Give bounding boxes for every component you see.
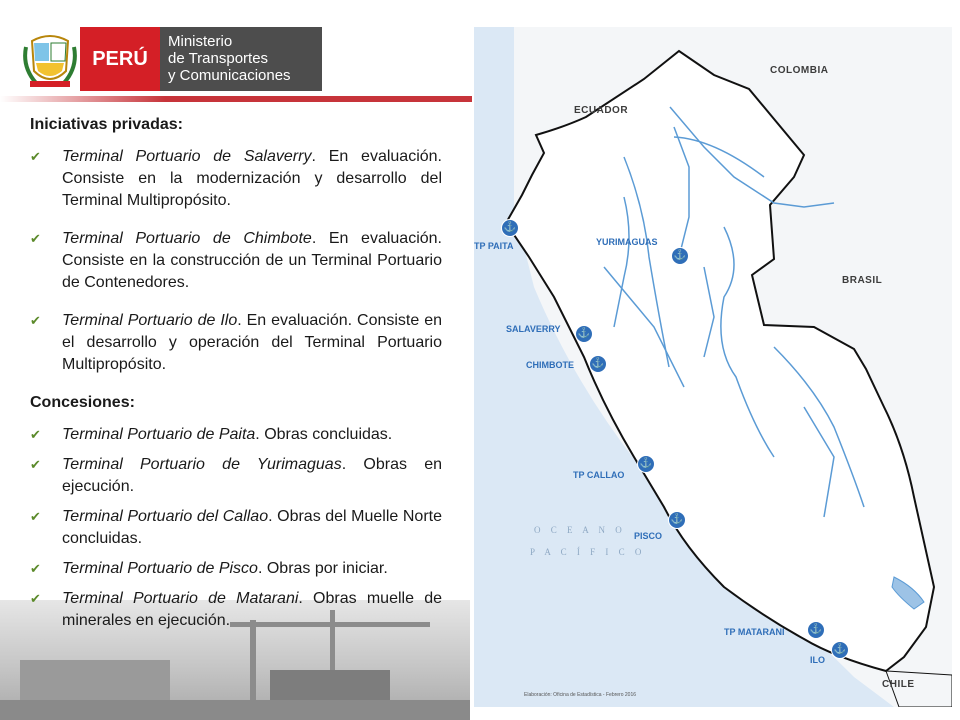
ministry-line: de Transportes <box>168 50 269 67</box>
checkmark-icon: ✔ <box>30 313 41 328</box>
port-label-yurimaguas: YURIMAGUAS <box>596 237 658 247</box>
port-name: Terminal Portuario de Paita <box>62 426 256 443</box>
ministry-header <box>22 27 322 91</box>
item-text: . En evaluación. Consiste en la modernización y desarrollo del Terminal Multipropósito. <box>62 148 442 209</box>
brand-label: PERÚ <box>92 47 148 70</box>
item-text: . Obras en ejecución. <box>62 456 442 495</box>
list-item <box>30 506 442 550</box>
anchor-icon[interactable]: ⚓ <box>668 511 686 529</box>
port-name: Terminal Portuario de Yurimaguas <box>62 456 342 473</box>
list-item <box>30 454 442 498</box>
anchor-icon[interactable]: ⚓ <box>501 219 519 237</box>
list-item <box>30 588 442 632</box>
anchor-icon[interactable]: ⚓ <box>671 247 689 265</box>
list-item <box>30 424 442 446</box>
port-label-chimbote: CHIMBOTE <box>526 360 574 370</box>
country-label-colombia: COLOMBIA <box>770 65 829 76</box>
map-credit: Elaboración: Oficina de Estadística - Febrero 2016 <box>524 692 637 698</box>
ministry-name-box <box>160 27 322 91</box>
anchor-icon[interactable]: ⚓ <box>637 455 655 473</box>
list-item <box>30 558 442 580</box>
port-name: Terminal Portuario de Salaverry <box>62 148 312 165</box>
checkmark-icon: ✔ <box>30 231 41 246</box>
item-text: . Obras muelle de minerales en ejecución. <box>62 590 442 629</box>
port-label-callao: TP CALLAO <box>573 470 625 480</box>
port-name: Terminal Portuario de Matarani <box>62 590 299 607</box>
port-name: Terminal Portuario de Ilo <box>62 312 238 329</box>
country-label-brasil: BRASIL <box>842 275 883 286</box>
checkmark-icon: ✔ <box>30 509 41 524</box>
peru-brand-box <box>80 27 160 91</box>
private-initiatives-title: Iniciativas privadas: <box>30 116 183 133</box>
checkmark-icon: ✔ <box>30 149 41 164</box>
item-text: . Obras del Muelle Norte concluidas. <box>62 508 443 547</box>
list-item <box>30 310 442 376</box>
concessions-title: Concesiones: <box>30 394 135 411</box>
item-text: . Obras por iniciar. <box>257 560 388 577</box>
header-divider <box>0 96 472 102</box>
item-text: . En evaluación. Consiste en la construcción de un Terminal Portuario de Contenedores. <box>62 230 443 291</box>
anchor-icon[interactable]: ⚓ <box>589 355 607 373</box>
port-label-ilo: ILO <box>810 655 825 665</box>
port-label-pisco: PISCO <box>634 531 663 541</box>
peru-ports-map <box>474 27 952 707</box>
content-column <box>30 114 442 640</box>
anchor-icon[interactable]: ⚓ <box>807 621 825 639</box>
port-label-matarani: TP MATARANI <box>724 627 785 637</box>
port-label-paita: TP PAITA <box>474 241 514 251</box>
list-item <box>30 228 442 294</box>
ocean-label-line: P A C Í F I C O <box>530 547 646 557</box>
port-name: Terminal Portuario de Chimbote <box>62 230 312 247</box>
port-label-salaverry: SALAVERRY <box>506 324 561 334</box>
country-label-chile: CHILE <box>882 679 915 690</box>
checkmark-icon: ✔ <box>30 561 41 576</box>
ministry-line: Ministerio <box>168 33 233 50</box>
peru-coat-of-arms-icon <box>22 27 78 91</box>
country-label-ecuador: ECUADOR <box>574 105 629 116</box>
anchor-icon[interactable]: ⚓ <box>575 325 593 343</box>
list-item <box>30 146 442 212</box>
checkmark-icon: ✔ <box>30 427 41 442</box>
ministry-line: y Comunicaciones <box>168 67 291 84</box>
anchor-icon[interactable]: ⚓ <box>831 641 849 659</box>
item-text: . Obras concluidas. <box>255 426 393 443</box>
item-text: . En evaluación. Consiste en el desarrollo y operación del Terminal Portuario Multipropósito. <box>62 312 442 373</box>
port-name: Terminal Portuario de Pisco <box>62 560 258 577</box>
ocean-label-line: O C E A N O <box>534 525 626 535</box>
checkmark-icon: ✔ <box>30 457 41 472</box>
checkmark-icon: ✔ <box>30 591 41 606</box>
port-name: Terminal Portuario del Callao <box>62 508 269 525</box>
